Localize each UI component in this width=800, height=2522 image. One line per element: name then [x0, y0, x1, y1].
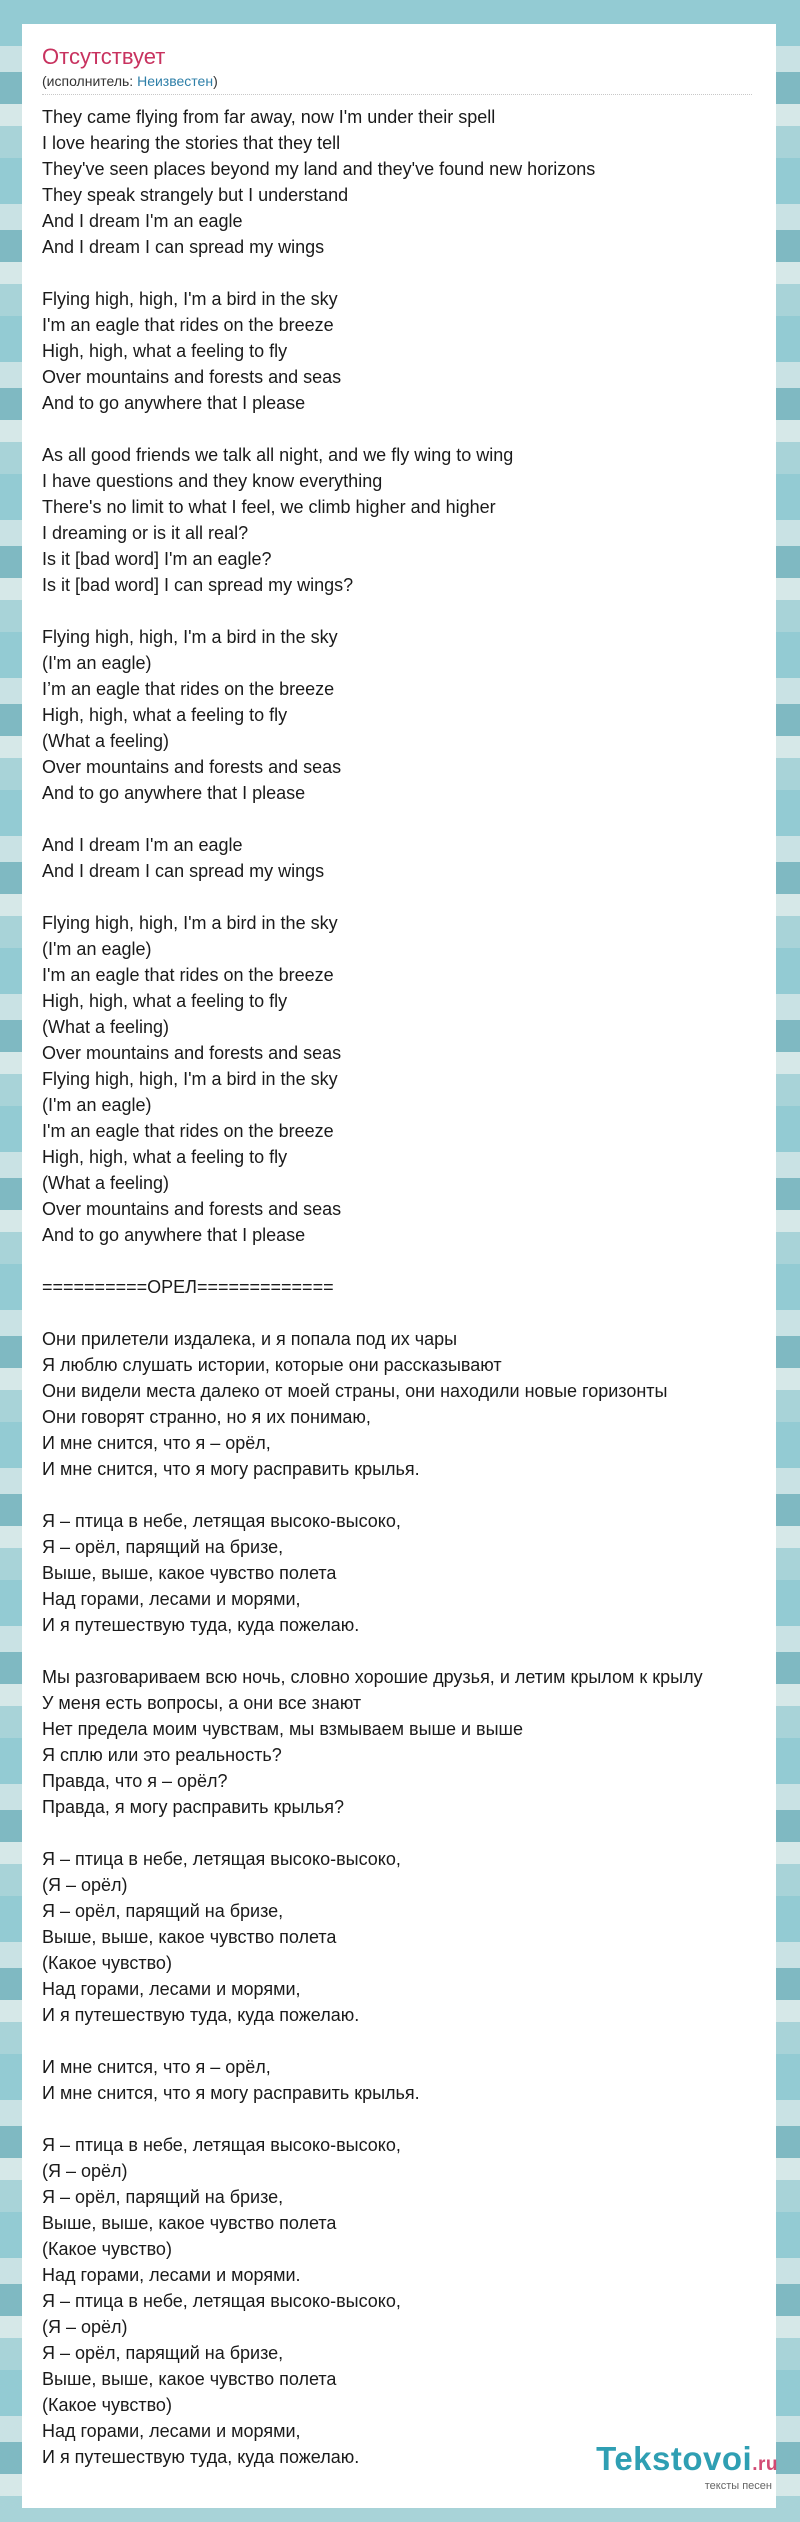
lyrics-line: I’m an eagle that rides on the breeze [42, 679, 335, 699]
lyrics-line: Правда, я могу расправить крылья? [42, 1797, 345, 1817]
lyrics-blank-line [42, 1300, 797, 1326]
lyrics-line: Выше, выше, какое чувство полета [42, 2369, 337, 2389]
lyrics-line: (Какое чувство) [42, 2395, 172, 2415]
lyrics-line: Я сплю или это реальность? [42, 1745, 282, 1765]
lyrics-line: And to go anywhere that I please [42, 1225, 306, 1245]
lyrics-line: I dreaming or is it all real? [42, 523, 249, 543]
lyrics-blank-line [42, 2028, 797, 2054]
lyrics-blank-line [42, 260, 797, 286]
lyrics-line: Они видели места далеко от моей страны, они находили новые горизонты [42, 1381, 668, 1401]
lyrics-line: They came flying from far away, now I'm under their spell [42, 107, 496, 127]
lyrics-line: У меня есть вопросы, а они все знают [42, 1693, 362, 1713]
lyrics-blank-line [42, 598, 797, 624]
lyrics-line: (Я – орёл) [42, 2317, 128, 2337]
lyrics-line: Is it [bad word] I'm an eagle? [42, 549, 272, 569]
lyrics-line: And I dream I can spread my wings [42, 861, 325, 881]
lyrics-line: Над горами, лесами и морями, [42, 1589, 301, 1609]
site-logo[interactable] [596, 2442, 778, 2492]
lyrics-line: Выше, выше, какое чувство полета [42, 1563, 337, 1583]
lyrics-line: (I'm an eagle) [42, 1095, 152, 1115]
lyrics-blank-line [42, 2106, 797, 2132]
lyrics-line: Over mountains and forests and seas [42, 1043, 342, 1063]
performer-link[interactable]: Неизвестен [137, 73, 214, 89]
logo-tagline: тексты песен [704, 2480, 772, 2492]
lyrics-line: Над горами, лесами и морями, [42, 1979, 301, 1999]
lyrics-line: (What a feeling) [42, 731, 170, 751]
lyrics-line: And I dream I can spread my wings [42, 237, 325, 257]
lyrics-line: Я – птица в небе, летящая высоко-высоко, [42, 2135, 401, 2155]
lyrics-line: Правда, что я – орёл? [42, 1771, 228, 1791]
lyrics-line: High, high, what a feeling to fly [42, 991, 288, 1011]
lyrics-line: As all good friends we talk all night, and we fly wing to wing [42, 445, 514, 465]
lyrics-line: И мне снится, что я – орёл, [42, 2057, 271, 2077]
lyrics-line: И мне снится, что я – орёл, [42, 1433, 271, 1453]
lyrics-line: Они прилетели издалека, и я попала под их чары [42, 1329, 458, 1349]
lyrics-line: Я люблю слушать истории, которые они рассказывают [42, 1355, 502, 1375]
lyrics-line: Я – птица в небе, летящая высоко-высоко, [42, 1849, 401, 1869]
lyrics-line: Я – орёл, парящий на бризе, [42, 2343, 284, 2363]
lyrics-line: I'm an eagle that rides on the breeze [42, 965, 334, 985]
lyrics-line: They speak strangely but I understand [42, 185, 349, 205]
lyrics-line: (Какое чувство) [42, 2239, 172, 2259]
lyrics-line: Я – орёл, парящий на бризе, [42, 2187, 284, 2207]
lyrics-line: Мы разговариваем всю ночь, словно хорошие друзья, и летим крылом к крылу [42, 1667, 703, 1687]
lyrics-line: I love hearing the stories that they tell [42, 133, 341, 153]
lyrics-line: И я путешествую туда, куда пожелаю. [42, 1615, 360, 1635]
lyrics-blank-line [42, 1482, 797, 1508]
lyrics-line: High, high, what a feeling to fly [42, 705, 288, 725]
lyrics-line: (Я – орёл) [42, 2161, 128, 2181]
lyrics-line: High, high, what a feeling to fly [42, 341, 288, 361]
lyrics-line: И мне снится, что я могу расправить крылья. [42, 2083, 420, 2103]
lyrics-line: И мне снится, что я могу расправить крылья. [42, 1459, 420, 1479]
lyrics-line: Flying high, high, I'm a bird in the sky [42, 627, 338, 647]
lyrics-line: (What a feeling) [42, 1017, 170, 1037]
performer-line [42, 72, 752, 95]
lyrics-line: Flying high, high, I'm a bird in the sky [42, 913, 338, 933]
lyrics-line: Over mountains and forests and seas [42, 757, 342, 777]
lyrics-line: И я путешествую туда, куда пожелаю. [42, 2005, 360, 2025]
lyrics-line: I'm an eagle that rides on the breeze [42, 1121, 334, 1141]
lyrics-line: (Какое чувство) [42, 1953, 172, 1973]
performer-suffix: ) [213, 73, 218, 89]
lyrics-line: Over mountains and forests and seas [42, 367, 342, 387]
song-title: Отсутствует [42, 44, 166, 69]
lyrics-blank-line [42, 806, 797, 832]
lyrics-line: Выше, выше, какое чувство полета [42, 1927, 337, 1947]
lyrics-line: Над горами, лесами и морями, [42, 2421, 301, 2441]
lyrics-line: Они говорят странно, но я их понимаю, [42, 1407, 371, 1427]
performer-prefix: (исполнитель: [42, 73, 138, 89]
lyrics-line: (Я – орёл) [42, 1875, 128, 1895]
lyrics-line: Flying high, high, I'm a bird in the sky [42, 1069, 338, 1089]
lyrics-line: Выше, выше, какое чувство полета [42, 2213, 337, 2233]
lyrics-line: And I dream I'm an eagle [42, 211, 243, 231]
lyrics-line: I have questions and they know everything [42, 471, 383, 491]
lyrics-line: (What a feeling) [42, 1173, 170, 1193]
lyrics-line: И я путешествую туда, куда пожелаю. [42, 2447, 360, 2467]
logo-name: Tekstovoi [596, 2440, 753, 2477]
lyrics-card [22, 24, 776, 2508]
lyrics-line: I'm an eagle that rides on the breeze [42, 315, 334, 335]
lyrics-line: Я – птица в небе, летящая высоко-высоко, [42, 1511, 401, 1531]
lyrics-blank-line [42, 1248, 797, 1274]
lyrics-line: Нет предела моим чувствам, мы взмываем выше и выше [42, 1719, 523, 1739]
lyrics-line: There's no limit to what I feel, we climb higher and higher [42, 497, 496, 517]
lyrics-line: Is it [bad word] I can spread my wings? [42, 575, 354, 595]
lyrics-text [42, 104, 797, 2470]
logo-wordmark [596, 2442, 778, 2482]
lyrics-blank-line [42, 884, 797, 910]
lyrics-blank-line [42, 1820, 797, 1846]
lyrics-line: Я – птица в небе, летящая высоко-высоко, [42, 2291, 401, 2311]
lyrics-blank-line [42, 416, 797, 442]
lyrics-line: (I'm an eagle) [42, 653, 152, 673]
lyrics-line: Flying high, high, I'm a bird in the sky [42, 289, 338, 309]
lyrics-line: And to go anywhere that I please [42, 783, 306, 803]
lyrics-line: High, high, what a feeling to fly [42, 1147, 288, 1167]
lyrics-line: Я – орёл, парящий на бризе, [42, 1901, 284, 1921]
lyrics-line: They've seen places beyond my land and they've found new horizons [42, 159, 596, 179]
lyrics-line: (I'm an eagle) [42, 939, 152, 959]
logo-tld: .ru [752, 2454, 778, 2475]
lyrics-line: Over mountains and forests and seas [42, 1199, 342, 1219]
lyrics-line: Над горами, лесами и морями. [42, 2265, 301, 2285]
lyrics-line: Я – орёл, парящий на бризе, [42, 1537, 284, 1557]
lyrics-blank-line [42, 1638, 797, 1664]
lyrics-line: And to go anywhere that I please [42, 393, 306, 413]
lyrics-line: ==========ОРЕЛ============= [42, 1277, 334, 1297]
lyrics-line: And I dream I'm an eagle [42, 835, 243, 855]
